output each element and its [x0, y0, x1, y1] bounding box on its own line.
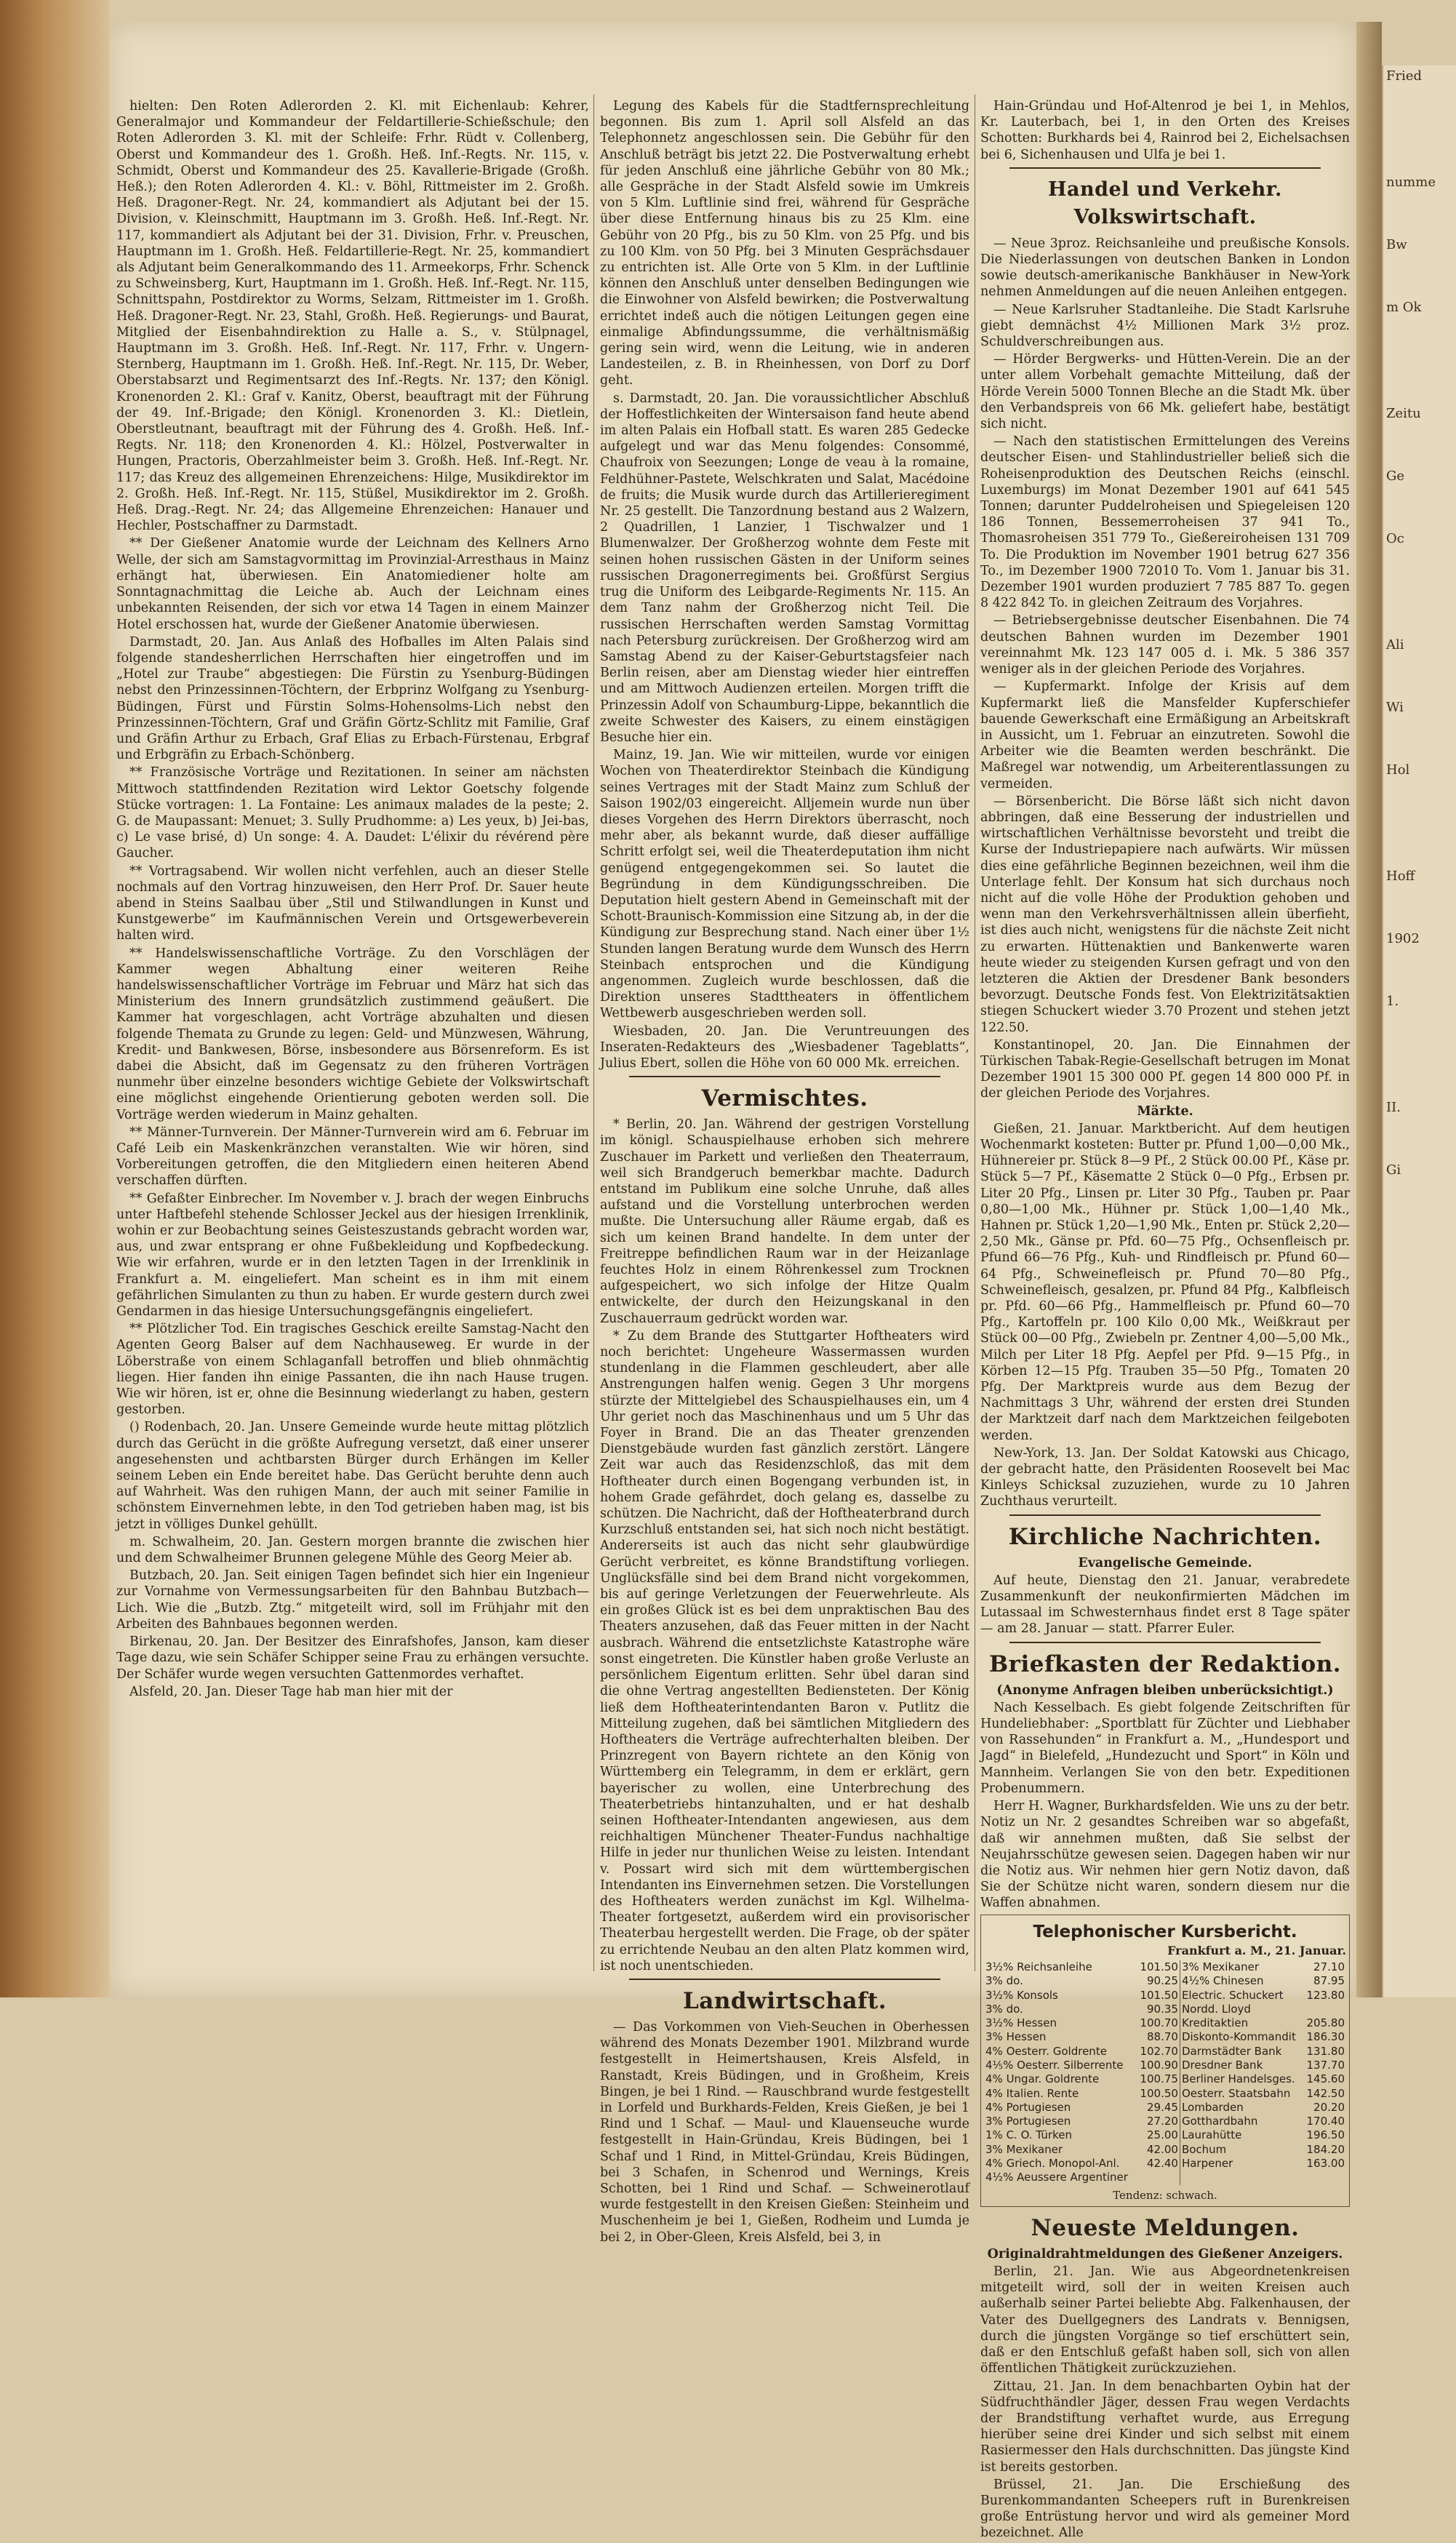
section-heading-landwirtschaft: Landwirtschaft. [682, 1987, 887, 2014]
article-paragraph: hielten: Den Roten Adlerorden 2. Kl. mit Eichenlaub: Kehrer, Generalmajor und Kommandeur der Feldartillerie-Schießschule; den Roten Adlerorden 3. Kl. mit der Schleife: Frhr. Rüdt v. Collenberg, Oberst und Kommandeur des 1. Großh. Heß. Inf.-Regts. Nr. 115, v. Schmidt, Oberst und Kommandeur des 25. Kavallerie-Brigade (Großh. Heß.); den Roten Adlerorden 4. Kl.: v. Böhl, Rittmeister im 2. Großh. Heß. Dragoner-Regt. Nr. 24, kommandiert als Adjutant bei der 15. Division, v. Kleinschmitt, Hauptmann im 3. Großh. Heß. Inf.-Regt. Nr. 117, kommandiert als Adjutant bei der 31. Division, Frhr. v. Preuschen, Hauptmann im 1. Großh. Heß. Feldartillerie-Regt. Nr. 25, kommandiert als Adjutant beim Generalkommando des 11. Armeekorps, Frhr. Schenck zu Schweinsberg, Kurt, Hauptmann im 1. Großh. Heß. Inf.-Regt. Nr. 115, Schnittspahn, Postdirektor zu Worms, Selzam, Rittmeister im 1. Großh. Heß. Dragoner-Regt. Nr. 23, Stahl, Großh. Heß. Regierungs- und Baurat, Mitglied der Eisenbahndirektion zu Halle a. S., v. Stülpnagel, Hauptmann im 3. Großh. Heß. Inf.-Regt. Nr. 117, Frhr. v. Ungern-Sternberg, Hauptmann im 1. Großh. Heß. Inf.-Regt. Nr. 115, Dr. Weber, Oberstabsarzt und Regimentsarzt des Inf.-Regts. Nr. 137; den Königl. Kronenorden 2. Kl.: Graf v. Kanitz, Oberst, beauftragt mit der Führung der 49. Inf.-Brigade; den Königl. Kronenorden 3. Kl.: Dietlein, Oberstleutnant, beauftragt mit der Führung des 4. Großh. Heß. Inf.-Regts. Nr. 118; den Kronenorden 4. Kl.: Hölzel, Postverwalter in Hungen, Practoris, Oberzahlmeister beim 3. Großh. Heß. Inf.-Regt. Nr. 117; das Kreuz des allgemeinen Ehrenzeichens: Hilge, Musikdirektor im 2. Großh. Heß. Inf.-Regt. Nr. 115, Stüßel, Musikdirektor im 2. Großh. Heß. Drag.-Regt. Nr. 24; das Allgemeine Ehrenzeichen: Hanauer und Hechler, Postschaffner zu Darmstadt. [116, 99, 589, 534]
quote-name: 4% Italien. Rente [985, 2086, 1079, 2100]
quote-name: 3½% Konsols [985, 1988, 1058, 2002]
article-paragraph: Herr H. Wagner, Burkhardsfelden. Wie uns zu der betr. Notiz un Nr. 2 gesandtes Schreiben war so abgefaßt, daß wir annehmen mußten, daß Sie selbst der Neujahrsschütze gewesen seien. Dagegen haben wir nur die Notiz aus. Wir nehmen hier gern Notiz davon, daß Sie der Schütze nicht waren, sondern diesem nur die Waffen abnahmen. [980, 1799, 1350, 1911]
quote-value [1303, 2003, 1346, 2016]
column-1 [116, 98, 589, 1701]
quote-name: 3% Hessen [985, 2030, 1047, 2044]
article-paragraph: Alsfeld, 20. Jan. Dieser Tage hab man hier mit der [129, 1684, 453, 1699]
quote-value: 205.80 [1306, 2016, 1345, 2030]
section-heading-meldungen: Neueste Meldungen. [1031, 2214, 1300, 2241]
quote-name: 4% Griech. Monopol-Anl. [985, 2157, 1120, 2171]
quote-name [1180, 2171, 1303, 2184]
quote-value: 102.70 [1137, 2045, 1180, 2059]
page-gutter [1356, 22, 1382, 1997]
quote-name: Bochum [1181, 2142, 1227, 2156]
edge-fragment: 1. [1386, 994, 1399, 1009]
quote-value: 20.20 [1313, 2100, 1345, 2114]
quote-value: 145.60 [1306, 2072, 1345, 2086]
edge-fragment: Gi [1386, 1162, 1401, 1178]
article-paragraph: ** Französische Vorträge und Rezitationen. In seiner am nächsten Mittwoch stattfindenden Rezitation wird Lektor Goetschy folgende Stücke vortragen: 1. La Fontaine: Les animaux malades de la peste; 2. G. de Maupassant: Menuet; 3. Sully Prudhomme: a) Les yeux, b) Jei-bas, c) Le vase brisé, d) Un songe: 4. A. Daudet: L'élixir du révérend père Gaucher. [116, 765, 589, 861]
edge-fragment: numme [1386, 175, 1436, 190]
quote-name: Lombarden [1181, 2100, 1244, 2114]
quote-value: 100.70 [1137, 2016, 1180, 2030]
article-paragraph: Brüssel, 21. Jan. Die Erschießung des Burenkommandanten Scheepers ruft in Burenkreisen große Entrüstung hervor und wird als gemeiner Mord bezeichnet. Alle [980, 2477, 1350, 2541]
article-paragraph: * Berlin, 20. Jan. Während der gestrigen Vorstellung im königl. Schauspielhause erhoben sich mehrere Zuschauer im Parkett und verließen den Theaterraum, weil sich Brandgeruch bemerkbar machte. Dadurch entstand im Publikum eine solche Unruhe, daß alles aufstand und die Vorstellung unterbrochen werden mußte. Die Untersuchung aller Räume ergab, daß es sich um keinen Brand handelte. In dem unter der Freitreppe befindlichen Raum war in der Heizanlage feuchtes Holz in einem Röhrenkessel zum Trocknen aufgespeichert, wo sich infolge der Hitze Qualm entwickelte, der durch den Heizungskanal in den Zuschauerraum gedrückt worden war. [600, 1117, 969, 1326]
edge-fragment: Oc [1386, 531, 1404, 546]
subheading-gemeinde: Evangelische Gemeinde. [1078, 1555, 1252, 1570]
edge-fragment: Wi [1386, 700, 1404, 715]
quote-value [1303, 2171, 1346, 2184]
quote-value: 100.75 [1137, 2072, 1180, 2086]
section-divider [1009, 1514, 1321, 1516]
section-divider [1009, 1642, 1321, 1643]
article-paragraph: Berlin, 21. Jan. Wie aus Abgeordnetenkreisen mitgeteilt wird, soll der in weiten Kreisen auch außerhalb seiner Partei beliebte Abg. Falkenhausen, der Vater des Duellgegners des Landrats v. Bennigsen, durch die jüngsten Vorgänge so tief erschüttert sein, daß er den Entschluß gefaßt haben soll, sich von allen öffentlichen Thätigkeit zurückzuziehen. [980, 2264, 1350, 2376]
section-divider [1009, 167, 1321, 169]
kursbericht-tendenz: Tendenz: schwach. [1113, 2188, 1217, 2202]
quote-name: Diskonto-Kommandit [1181, 2030, 1296, 2044]
quote-name: 4% Portugiesen [985, 2100, 1071, 2114]
quote-value: 90.25 [1137, 1974, 1180, 1988]
quote-value: 101.50 [1137, 1960, 1180, 1974]
quote-name: 3½% Hessen [985, 2016, 1057, 2030]
quote-value: 123.80 [1306, 1988, 1345, 2002]
section-heading-handel: Handel und Verkehr. Volkswirtschaft. [1048, 177, 1282, 228]
quote-name: Berliner Handelsges. [1181, 2072, 1295, 2086]
article-paragraph: — Betriebsergebnisse deutscher Eisenbahnen. Die 74 deutschen Bahnen wurden im Dezember 1901 vereinnahmt Mk. 123 147 005 d. i. Mk. 5 386 357 weniger als in der gleichen Periode des Vorjahres. [980, 613, 1350, 677]
article-paragraph: Auf heute, Dienstag den 21. Januar, verabredete Zusammenkunft der neukonfirmierten Mädchen im Lutassaal im Schwesternhaus findet erst 8 Tage später — am 28. Januar — statt. Pfarrer Euler. [980, 1573, 1350, 1637]
article-paragraph: ** Plötzlicher Tod. Ein tragisches Geschick ereilte Samstag-Nacht den Agenten Georg Balser auf dem Nachhauseweg. Er wurde in der Löberstraße von einem Schlaganfall betroffen und blieb ohnmächtig liegen. Hier fanden ihn einige Passanten, die ihn nach Hause trugen. Wie wir hören, ist er, ohne die Besinnung wiederlangt zu haben, gestern gestorben. [116, 1322, 589, 1418]
quote-value: 87.95 [1313, 1974, 1345, 1988]
quote-name: 3% Portugiesen [985, 2115, 1071, 2128]
article-paragraph: Nach Kesselbach. Es giebt folgende Zeitschriften für Hundeliebhaber: „Sportblatt für Züchter und Liebhaber von Rassehunden“ in Frankfurt a. M., „Hundesport und Jagd“ in Bielefeld, „Hundezucht und Sport“ in Köln und Mannheim. Verlangen Sie von den betr. Expeditionen Probenummern. [980, 1700, 1350, 1796]
quote-row [984, 2030, 1346, 2044]
edge-fragment: Zeitu [1386, 406, 1421, 421]
quote-value: 42.40 [1137, 2157, 1180, 2171]
quote-name: 3½% Reichsanleihe [985, 1960, 1092, 1973]
article-paragraph: — Hörder Bergwerks- und Hütten-Verein. Die an der unter allem Vorbehalt gemachte Mitteilung, daß der Hörde Verein 5000 Tonnen Bleche an die Stadt Mk. über den Verbandspreis von 66 Mk. geliefert habe, bestätigt sich nicht. [980, 352, 1350, 432]
quote-value: 186.30 [1306, 2030, 1345, 2044]
quote-row [984, 2171, 1346, 2184]
quote-value: 196.50 [1306, 2128, 1345, 2142]
article-paragraph: Wiesbaden, 20. Jan. Die Veruntreuungen des Inseraten-Redakteurs des „Wiesbadener Tageblatts“, Julius Ebert, sollen die Höhe von 60 000 Mk. erreichen. [600, 1023, 969, 1071]
quote-row [984, 2128, 1346, 2142]
stock-quote-table [984, 1960, 1346, 2185]
quote-name: Electric. Schuckert [1181, 1988, 1284, 2002]
subheading-briefkasten: (Anonyme Anfragen bleiben unberücksichtigt.) [996, 1682, 1334, 1698]
quote-row [984, 2072, 1346, 2086]
article-paragraph: ** Handelswissenschaftliche Vorträge. Zu den Vorschlägen der Kammer wegen Abhaltung einer weiteren Reihe handelswissenschaftlicher Vorträge im Februar und März hat sich das Ministerium des Innern grundsätzlich zustimmend geäußert. Die Kammer hat vorgeschlagen, acht Vorträge abzuhalten und diesen folgende Themata zu Grunde zu legen: Geld- und Münzwesen, Währung, Kredit- und Bankwesen, Börse, insbesondere aus Börsenreform. Es ist dabei die Absicht, daß im Gegensatz zu den früheren Vorträgen nunmehr über einzelne besonders wichtige Gebiete der Volkswirtschaft eine möglichst eingehende Orientierung geboten werden soll. Die Vorträge werden wiederum in Mainz gehalten. [116, 946, 589, 1122]
quote-name: Oesterr. Staatsbahn [1181, 2086, 1291, 2100]
quote-value: 100.90 [1137, 2059, 1180, 2072]
quote-value: 101.50 [1137, 1989, 1180, 2003]
quote-name: Harpener [1181, 2157, 1233, 2171]
article-paragraph: — Nach den statistischen Ermittelungen des Vereins deutscher Eisen- und Stahlindustrieller beließ sich die Roheisenproduktion des Deutschen Reichs (einschl. Luxemburgs) im Monat Dezember 1901 auf 641 545 Tonnen; darunter Puddelroheisen und Spiegeleisen 120 186 Tonnen, Bessemerroheisen 37 941 To., Thomasroheisen 351 779 To., Gießereiroheisen 131 709 To. Die Produktion im November 1901 betrug 627 356 To., im Dezember 1900 72010 To. Vom 1. Januar bis 31. Dezember 1901 wurden produziert 7 785 887 To. gegen 8 422 842 To. in gleichen Zeitraum des Vorjahres. [980, 434, 1350, 611]
quote-row [984, 2045, 1346, 2059]
article-paragraph: Hain-Gründau und Hof-Altenrod je bei 1, in Mehlos, Kr. Lauterbach, bei 1, in den Orten des Kreises Schotten: Burkhards bei 4, Rainrod bei 2, Eichelsachsen bei 6, Sichenhausen und Ulfa je bei 1. [980, 99, 1350, 162]
stock-quote-box [980, 1915, 1350, 2207]
article-paragraph: — Das Vorkommen von Vieh-Seuchen in Oberhessen während des Monats Dezember 1901. Milzbrand wurde festgestellt in Heimertshausen, Kreis Alsfeld, in Ranstadt, Kreis Büdingen, und in Großheim, Kreis Bingen, je bei 1 Rind. — Rauschbrand wurde festgestellt in Lorfeld und Burkhards-Felden, Kreis Gießen, je bei 1 Rind und 1 Schaf. — Maul- und Klauenseuche wurde festgestellt in Hain-Gründau, Kreis Büdingen, bei 1 Schaf und 1 Rind, in Mittel-Gründau, Kreis Büdingen, bei 3 Schafen, in Schenrod und Wernings, Kreis Schotten, bei 1 Rind und Schaf. — Schweinerotlauf wurde festgestellt in den Kreisen Gießen: Steinheim und Muschenheim je bei 1, Gießen, Rodheim und Lumda je bei 2, in Ober-Gleen, Kreis Alsfeld, bei 3, in [600, 2019, 969, 2245]
quote-name: Dresdner Bank [1181, 2059, 1263, 2072]
quote-row [984, 2143, 1346, 2157]
quote-value: 88.70 [1137, 2030, 1180, 2044]
quote-value: 142.50 [1306, 2086, 1345, 2100]
edge-fragment: 1902 [1386, 931, 1420, 946]
quote-value: 100.50 [1137, 2087, 1180, 2101]
quote-value: 25.00 [1137, 2128, 1180, 2142]
article-paragraph: ** Vortragsabend. Wir wollen nicht verfehlen, auch an dieser Stelle nochmals auf den Vortrag hinzuweisen, den Herr Prof. Dr. Sauer heute abend in Steins Saalbau über „Stil und Stilwandlungen in Kunst und Kunstgewerbe“ im Kaufmännischen Verein und Ortsgewerbeverein halten wird. [116, 863, 589, 943]
quote-value: 163.00 [1306, 2157, 1345, 2171]
quote-row [984, 1960, 1346, 1974]
quote-name: 3% Mexikaner [1181, 1960, 1259, 1973]
edge-fragment: Bw [1386, 237, 1407, 252]
quote-value: 184.20 [1306, 2142, 1345, 2156]
quote-row [984, 1989, 1346, 2003]
quote-row [984, 1974, 1346, 1988]
quote-name: 1% C. O. Türken [985, 2128, 1072, 2142]
quote-row [984, 2087, 1346, 2101]
edge-fragment: m Ok [1386, 300, 1422, 315]
article-paragraph: ** Der Gießener Anatomie wurde der Leichnam des Kellners Arno Welle, der sich am Samstagvormittag im Provinzial-Arresthaus in Mainz erhängt hat, überwiesen. Ein Anatomiediener holte am Sonntagnachmittag die Leiche ab. Auch der Leichnam eines unbekannten Reisenden, der sich vor etwa 14 Tagen in einem Mainzer Hotel erschossen hat, wurde der Gießener Anatomie überwiesen. [116, 536, 589, 632]
quote-row [984, 2016, 1346, 2030]
article-paragraph: Darmstadt, 20. Jan. Aus Anlaß des Hofballes im Alten Palais sind folgende standesherrlichen Herrschaften hier eingetroffen und im „Hotel zur Traube“ abgestiegen: Die Fürstin zu Ysenburg-Büdingen nebst den Prinzessinnen-Töchtern, der Erbprinz Wolfgang zu Ysenburg-Büdingen, Fürst und Fürstin Solms-Hohensolms-Lich nebst den Prinzessinnen-Töchtern, Graf und Gräfin Görtz-Schlitz mit Familie, Graf und Gräfin Arthur zu Erbach, Graf Elias zu Erbach-Fürstenau, Erbgraf und Erbgräfin zu Erbach-Schönberg. [116, 634, 589, 763]
kursbericht-place: Frankfurt a. M., 21. Januar. [1167, 1943, 1346, 1957]
quote-name: 4% Oesterr. Goldrente [985, 2044, 1107, 2058]
edge-fragment: Fried [1386, 68, 1423, 84]
quote-row [984, 2059, 1346, 2072]
quote-value: 29.45 [1137, 2101, 1180, 2115]
article-paragraph: Zittau, 21. Jan. In dem benachbarten Oybin hat der Südfruchthändler Jäger, dessen Frau wegen Verdachts der Brandstiftung verhaftet wurde, aus Erregung hierüber seine drei Kinder und sich selbst mit einem Rasiermesser den Hals durchschnitten. Das jüngste Kind ist bereits gestorben. [980, 2379, 1350, 2475]
article-paragraph: Konstantinopel, 20. Jan. Die Einnahmen der Türkischen Tabak-Regie-Gesellschaft betrugen im Monat Dezember 1901 15 300 000 Pf. gegen 14 800 000 Pf. in der gleichen Periode des Vorjahres. [980, 1037, 1350, 1101]
quote-name: 4½% Chinesen [1181, 1974, 1264, 1988]
quote-value: 27.10 [1313, 1960, 1345, 1973]
quote-name: Kreditaktien [1181, 2016, 1249, 2030]
article-paragraph: ** Gefaßter Einbrecher. Im November v. J. brach der wegen Einbruchs unter Haftbefehl stehende Schlosser Jeckel aus der hiesigen Irrenklinik, wohin er zur Beobachtung seines Geisteszustands gebracht worden war, aus, und zwar entsprang er ohne Fußbekleidung und Kopfbedeckung. Wie wir erfahren, wurde er in den letzten Tagen in der Irrenklinik in Frankfurt a. M. eingeliefert. Man scheint es in ihm mit einem gefährlichen Simulanten zu thun zu haben. Er wurde gestern durch zwei Gendarmen in das hiesige Untersuchungsgefängnis eingeliefert. [116, 1191, 589, 1320]
quote-name: 3% do. [985, 1974, 1023, 1988]
quote-value: 27.20 [1137, 2115, 1180, 2128]
quote-row [984, 2003, 1346, 2016]
article-paragraph: s. Darmstadt, 20. Jan. Die voraussichtlicher Abschluß der Hoffestlichkeiten der Wintersaison fand heute abend im alten Palais ein Hofball statt. Es waren 285 Gedecke aufgelegt und war das Menu folgendes: Consommé, Chaufroix von Seezungen; Longe de veau à la romaine, Feldhühner-Pastete, Welschkraten und Salat, Macédoine de fruits; die Musik wurde durch das Artillerieregiment Nr. 25 gestellt. Die Tanzordnung bestand aus 2 Walzern, 2 Quadrillen, 1 Lanzier, 1 Tischwalzer und 1 Blumenwalzer. Der Großherzog wohnte dem Feste mit seinen hohen russischen Gästen in der Uniform seines russischen Dragonerregiments bei. Großfürst Sergius trug die Uniform des Leibgarde-Regiments Nr. 115. An dem Tanz nahm der Großherzog nicht Teil. Die russischen Herrschaften werden Samstag Vormittag nach Petersburg zurückreisen. Der Großherzog wird am Samstag Abend zu der Kaiser-Geburtstagsfeier nach Berlin reisen, aber am Dienstag wieder hier eintreffen und am Mittwoch Audienzen erteilen. Morgen trifft die Prinzessin Adolf von Schaumburg-Lippe, bekanntlich die zweite Schwester des Kaisers, zu einem einstägigen Besuche hier ein. [600, 391, 969, 745]
article-paragraph: Birkenau, 20. Jan. Der Besitzer des Einrafshofes, Janson, kam dieser Tage dazu, wie sein Schäfer Schipper seine Frau zu erhängen versuchte. Der Schäfer wurde wegen versuchten Gattenmordes verhaftet. [116, 1634, 589, 1682]
article-paragraph: () Rodenbach, 20. Jan. Unsere Gemeinde wurde heute mittag plötzlich durch das Gerücht in die größte Aufregung versetzt, daß einer unserer angesehensten und achtbarsten Bürger durch Erhängen im Keller seinem Leben ein Ende bereitet habe. Das Gerücht beruhte denn auch auf Wahrheit. Was den ruhigen Mann, der auch mit seiner Familie in schönstem Einvernehmen lebte, in den Tod getrieben haben mag, ist bis jetzt in völliges Dunkel gehüllt. [116, 1420, 589, 1532]
article-paragraph: * Zu dem Brande des Stuttgarter Hoftheaters wird noch berichtet: Ungeheure Wassermassen wurden stundenlang in die Flammen geschleudert, aber alle Anstrengungen halfen wenig. Gegen 3 Uhr morgens stürzte der Mittelgiebel des Schauspielhauses ein, um 4 Uhr geriet noch das Maschinenhaus und um 5 Uhr das Foyer in Brand. Die an das Theater grenzenden Dienstgebäude wurden fast gänzlich zerstört. Längere Zeit war auch das Residenzschloß, das mit dem Hoftheater durch einen Bogengang verbunden ist, in hohem Grade gefährdet, doch gelang es, dasselbe zu schützen. Die Nachricht, daß der Hoftheaterbrand durch Kurzschluß entstanden sei, hat sich noch nicht bestätigt. Andererseits ist auch das nicht sehr glaubwürdige Gerücht verbreitet, es könne Brandstiftung vorliegen. Unglücksfälle sind bei dem Brand nicht vorgekommen, bis auf geringe Verletzungen der Feuerwehrleute. Als ein großes Glück ist es bei dem unpraktischen Bau des Theaters anzusehen, daß das Feuer mitten in der Nacht ausbrach. Während die entsetzlichste Katastrophe wäre sonst eingetreten. Die Künstler haben große Verluste an persönlichem Eigentum erlitten. Sehr übel daran sind die ohne Vertrag angestellten Bediensteten. Der König ließ dem Hoftheaterintendanten Baron v. Putlitz die Mitteilung zugehen, daß bei sämtlichen Mitgliedern des Hoftheaters die Verträge aufrechterhalten bleiben. Der Prinzregent von Bayern richtete an den König von Württemberg ein Telegramm, in dem er erklärt, gern bayerischer zu wollen, eine Unterbrechung des Theaterbetriebs hintanzuhalten, und er hat deshalb seinen Hoftheater-Intendanten angewiesen, aus dem reichhaltigen Münchener Theater-Fundus nachhaltige Hilfe in jeder nur thunlichen Weise zu leisten. Intendant v. Possart wird sich mit dem württembergischen Intendanten ins Einvernehmen setzen. Die Vorstellungen des Hoftheaters werden zunächst im Kgl. Wilhelma-Theater fortgesetzt, außerdem wird ein provisorischer Theaterbau hergestellt werden. Die Frage, ob der später zu errichtende Neubau an den alten Platz kommen wird, ist noch unentschieden. [600, 1328, 969, 1973]
subheading-meldungen: Originaldrahtmeldungen des Gießener Anzeigers. [987, 2246, 1343, 2261]
article-paragraph: — Neue 3proz. Reichsanleihe und preußische Konsols. Die Niederlassungen von deutschen Banken in London sowie deutsch-amerikanische Bankhäuser in New-York nehmen Anmeldungen auf die neuen Anleihen entgegen. [980, 236, 1350, 300]
quote-name: 4% Ungar. Goldrente [985, 2072, 1100, 2086]
quote-name: Gotthardbahn [1181, 2115, 1258, 2128]
adjacent-page-fragments [1383, 65, 1456, 1225]
quote-value: 42.00 [1137, 2143, 1180, 2157]
quote-name: 3% Mexikaner [985, 2142, 1063, 2156]
quote-value: 170.40 [1306, 2115, 1345, 2128]
section-heading-vermischtes: Vermischtes. [701, 1085, 868, 1112]
section-divider [629, 1076, 940, 1077]
edge-fragment: II. [1386, 1100, 1401, 1115]
section-heading-briefkasten: Briefkasten der Redaktion. [988, 1650, 1342, 1677]
article-paragraph: New-York, 13. Jan. Der Soldat Katowski aus Chicago, der gebracht hatte, den Präsidenten Roosevelt bei Mac Kinleys Schicksal zuzuziehen, wurde zu 10 Jahren Zuchthaus verurteilt. [980, 1445, 1350, 1509]
quote-name: 4⅕% Oesterr. Silberrente [985, 2059, 1124, 2072]
article-paragraph: Gießen, 21. Januar. Marktbericht. Auf dem heutigen Wochenmarkt kosteten: Butter pr. Pfund 1,00—0,00 Mk., Hühnereier pr. Stück 8—9 Pf., 2 Stück 00.00 Pf., Käse pr. Stück 5—7 Pf., Käsematte 2 Stück 0—0 Pfg., Erbsen pr. Liter 20 Pfg., Linsen pr. Liter 30 Pfg., Tauben pr. Paar 0,80—1,00 Mk., Hühner pr. Stück 1,00—1,40 Mk., Hahnen pr. Stück 1,20—1,90 Mk., Enten pr. Stück 2,20—2,50 Mk., Gänse pr. Pfd. 60—75 Pfg., Ochsenfleisch pr. Pfund 66—76 Pfg., Kuh- und Rindfleisch pr. Pfund 60—64 Pfg., Schweinefleisch pr. Pfund 70—80 Pfg., Schweinefleisch, gesalzen, pr. Pfund 84 Pfg., Kalbfleisch pr. Pfd. 60—66 Pfg., Hammelfleisch pr. Pfund 60—70 Pfg., Kartoffeln pr. 100 Kilo 0,00 Mk., Weißkraut per Stück 00—00 Pfg., Zwiebeln pr. Zentner 4,00—5,00 Mk., Milch per Liter 18 Pfg. Aepfel per Pfd. 9—15 Pfg., in Körben 12—15 Pfg. Trauben 35—50 Pfg., Tomaten 20 Pfg. Der Marktpreis wurde aus dem Bezug der Nachmittags 3 Uhr, während der ersten drei Stunden der Marktzeit darf nach dem Marktzeichen feilgeboten werden. [980, 1121, 1350, 1443]
quote-value: 137.70 [1306, 2059, 1345, 2072]
quote-value: 90.35 [1137, 2003, 1180, 2016]
column-3 [980, 98, 1350, 2543]
quote-row [984, 2115, 1346, 2128]
quote-row [984, 2101, 1346, 2115]
subheading-maerkte: Märkte. [1137, 1103, 1193, 1119]
section-heading-kirchlich: Kirchliche Nachrichten. [1008, 1523, 1322, 1550]
article-paragraph: — Kupfermarkt. Infolge der Krisis auf dem Kupfermarkt ließ die Mansfelder Kupferschiefer bauende Gewerkschaft eine Ermäßigung an Arbeitskraft in Aussicht, um 1. Februar an einzutreten. Sowohl die Arbeiter wie die Beamten werden beschränkt. Die Maßregel war notwendig, um Arbeiterentlassungen zu vermeiden. [980, 679, 1350, 791]
quote-row [984, 2157, 1346, 2171]
adjacent-page-edge [1382, 65, 1456, 1997]
quote-name: Nordd. Lloyd [1181, 2002, 1251, 2016]
edge-fragment: Ali [1386, 637, 1404, 652]
section-divider [629, 1979, 940, 1980]
edge-fragment: Hol [1386, 762, 1410, 778]
article-paragraph: Legung des Kabels für die Stadtfernsprechleitung begonnen. Bis zum 1. April soll Alsfeld an das Telephonnetz angeschlossen sein. Die Gebühr für den Anschluß beträgt bis jetzt 22. Die Postverwaltung erhebt für jeden Anschluß eine jährliche Gebühr von 80 Mk.; alle Gespräche in der Stadt Alsfeld sowie im Umkreis von 5 Klm. Luftlinie sind frei, während für Gespräche über diese Entfernung hinaus bis zu 25 Klm. eine Gebühr von 20 Pfg., bis zu 50 Klm. von 25 Pfg. und bis zu 100 Klm. von 50 Pfg. bei 3 Minuten Gesprächsdauer zu entrichten ist. Alle Orte von 5 Klm. in der Luftlinie können den Anschluß unter denselben Bedingungen wie die Einwohner von Alsfeld bewirken; die Postverwaltung errichtet indeß auch die nötigen Leitungen gegen eine einmalige Abfindungssumme, die verhältnismäßig gering sein wird, wenn die Leitung, wie in anderen Landesteilen, z. B. in Rheinhessen, von Dorf zu Dorf geht. [600, 99, 969, 388]
article-paragraph: — Neue Karlsruher Stadtanleihe. Die Stadt Karlsruhe giebt demnächst 4½ Millionen Mark 3½ proz. Schuldverschreibungen aus. [980, 302, 1350, 350]
article-paragraph: Mainz, 19. Jan. Wie wir mitteilen, wurde vor einigen Wochen von Theaterdirektor Steinbach die Kündigung seines Vertrages mit der Stadt Mainz zum Schluß der Saison 1902/03 eingereicht. Alljemein wurde nun über dieses Vorgehen des Herrn Direktors überrascht, noch mehr aber, als bekannt wurde, daß dieser auffällige Schritt erfolgt sei, weil die Theaterdeputation ihm nicht genügend entgegengekommen sei. So lautet die Begründung in dem Kündigungsschreiben. Die Deputation hielt gestern Abend in Gemeinschaft mit der Schott-Braunisch-Kommission eine Sitzung ab, in der die Kündigung zur Besprechung stand. Nach einer über 1½ Stunden langen Beratung wurde dem Wunsch des Herrn Steinbach entsprochen und die Kündigung angenommen. Zugleich wurde beschlossen, daß die Direktion unseres Stadttheaters in öffentlichem Wettbewerb ausgeschrieben werden soll. [600, 748, 969, 1021]
article-paragraph: Butzbach, 20. Jan. Seit einigen Tagen befindet sich hier ein Ingenieur zur Vornahme von Vermessungsarbeiten für den Bahnbau Butzbach—Lich. Wie die „Butzb. Ztg.“ mitgeteilt wird, soll im Frühjahr mit den Arbeiten des Bahnbaues begonnen werden. [116, 1568, 589, 1632]
article-paragraph: — Börsenbericht. Die Börse läßt sich nicht davon abbringen, daß eine Besserung der industriellen und wirtschaftlichen Verhältnisse bevorsteht und treibt die Kurse der Industriepapiere nach aufwärts. Wir müssen dies eine gefährliche Beginnen bezeichnen, weil ihm die Unterlage fehlt. Der Konsum hat sich durchaus noch nicht auf die volle Höhe der Produktion gehoben und wenn man den Verkehrsverhältnissen allein überfieht, ist dies auch nicht, wenigstens für die nächste Zeit nicht zu erwarten. Hüttenaktien und Bankenwerte waren heute wieder zu steigenden Kursen gefragt und von den letzteren die Aktien der Dresdener Bank besonders bevorzugt. Deutsche Fonds fest. Von Elektrizitätsaktien stiegen Schuckert wieder 3.70 Prozent und stehen jetzt 122.50. [980, 794, 1350, 1035]
edge-fragment: Hoff [1386, 869, 1415, 884]
column-2 [600, 98, 969, 2247]
edge-fragment: Ge [1386, 468, 1405, 484]
book-binding [0, 0, 109, 1997]
quote-name: 4½% Aeussere Argentiner [985, 2171, 1128, 2184]
kursbericht-title: Telephonischer Kursbericht. [1033, 1922, 1297, 1941]
quote-name: 3% do. [985, 2002, 1023, 2016]
quote-value [1137, 2171, 1180, 2184]
article-paragraph: ** Männer-Turnverein. Der Männer-Turnverein wird am 6. Februar im Café Leib ein Maskenkränzchen veranstalten. Wie wir hören, sind Vorbereitungen getroffen, die den Mitgliedern einen heiteren Abend verschaffen dürften. [116, 1125, 589, 1189]
article-paragraph: m. Schwalheim, 20. Jan. Gestern morgen brannte die zwischen hier und dem Schwalheimer Brunnen gelegene Mühle des Georg Meier ab. [116, 1534, 589, 1566]
quote-name: Laurahütte [1181, 2128, 1242, 2142]
quote-name: Darmstädter Bank [1181, 2044, 1282, 2058]
quote-value: 131.80 [1306, 2044, 1345, 2058]
column-rule [593, 95, 594, 1971]
